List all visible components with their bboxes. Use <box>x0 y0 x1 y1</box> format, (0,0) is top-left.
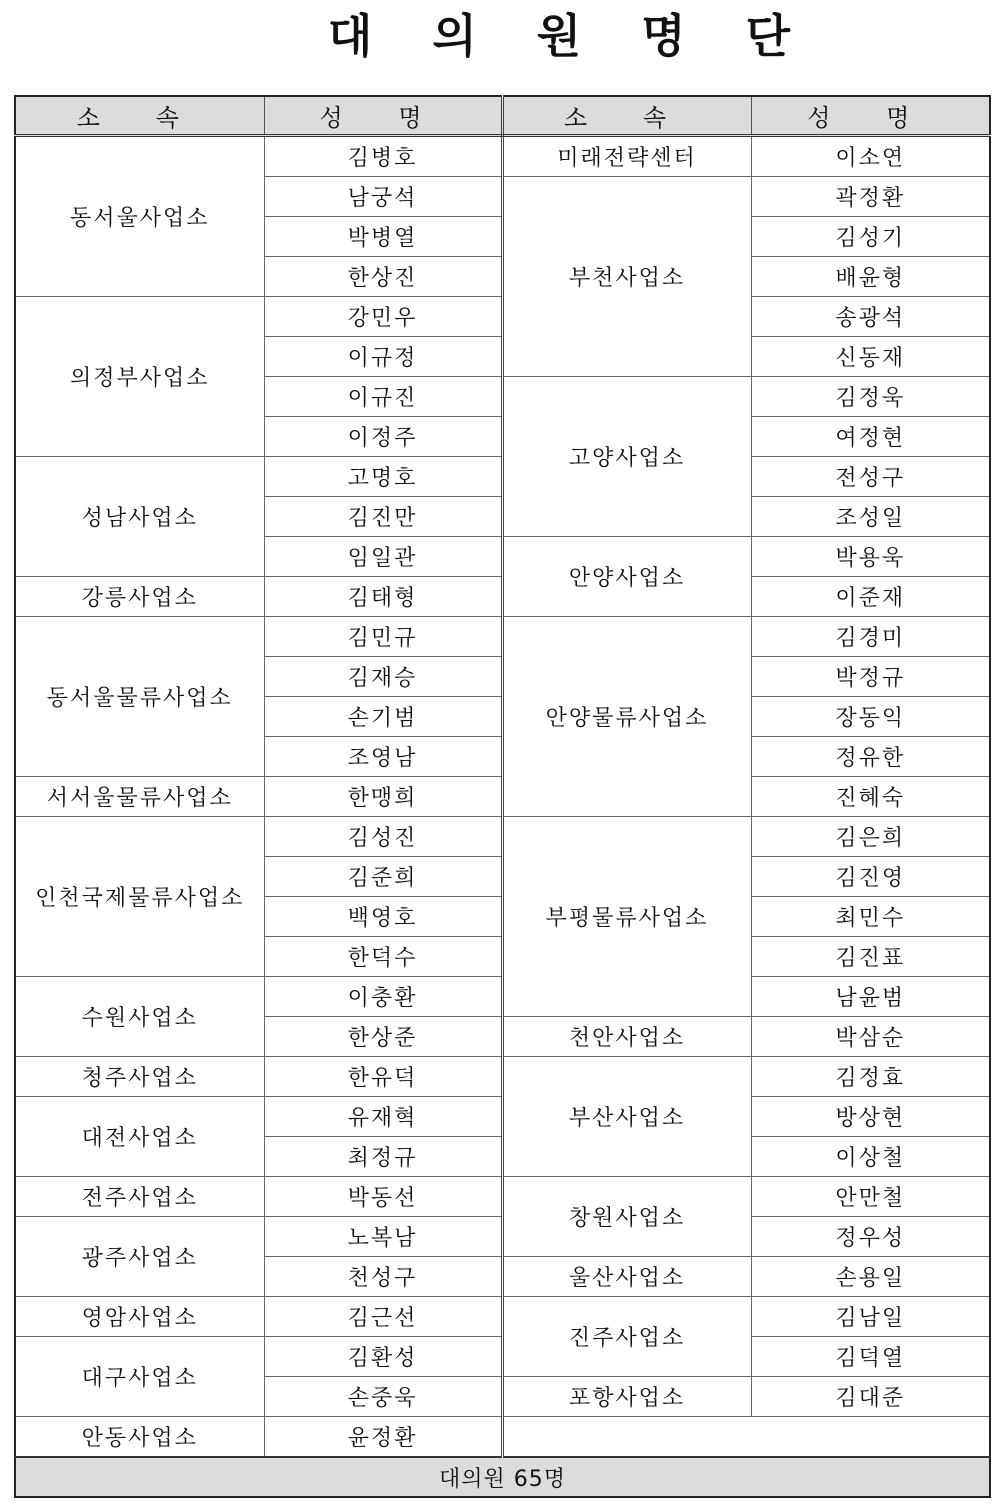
name-cell: 한덕수 <box>264 937 502 977</box>
affiliation-cell: 동서울물류사업소 <box>15 617 264 777</box>
name-cell: 방상현 <box>751 1097 990 1137</box>
affiliation-cell: 부천사업소 <box>502 177 751 377</box>
name-cell: 배윤형 <box>751 257 990 297</box>
name-cell: 백영호 <box>264 897 502 937</box>
name-cell: 김진만 <box>264 497 502 537</box>
name-cell: 한맹희 <box>264 777 502 817</box>
header-name-left: 성 명 <box>264 96 502 136</box>
affiliation-cell: 진주사업소 <box>502 1297 751 1377</box>
name-cell: 박삼순 <box>751 1017 990 1057</box>
name-cell: 송광석 <box>751 297 990 337</box>
name-cell: 안만철 <box>751 1177 990 1217</box>
name-cell: 손중욱 <box>264 1377 502 1417</box>
name-cell: 장동익 <box>751 697 990 737</box>
name-cell: 김은희 <box>751 817 990 857</box>
affiliation-cell: 천안사업소 <box>502 1017 751 1057</box>
name-cell: 김민규 <box>264 617 502 657</box>
name-cell: 곽정환 <box>751 177 990 217</box>
total-count: 대의원 65명 <box>15 1457 990 1497</box>
name-cell: 김남일 <box>751 1297 990 1337</box>
name-cell: 한상준 <box>264 1017 502 1057</box>
affiliation-cell: 안양물류사업소 <box>502 617 751 817</box>
affiliation-cell: 고양사업소 <box>502 377 751 537</box>
name-cell: 김태형 <box>264 577 502 617</box>
name-cell: 유재혁 <box>264 1097 502 1137</box>
affiliation-cell: 전주사업소 <box>15 1177 264 1217</box>
name-cell: 노복남 <box>264 1217 502 1257</box>
total-row <box>15 1457 990 1497</box>
name-cell: 정우성 <box>751 1217 990 1257</box>
affiliation-cell: 수원사업소 <box>15 977 264 1057</box>
name-cell: 김진표 <box>751 937 990 977</box>
name-cell: 진혜숙 <box>751 777 990 817</box>
affiliation-cell: 포항사업소 <box>502 1377 751 1417</box>
table-row <box>15 817 990 857</box>
affiliation-cell: 울산사업소 <box>502 1257 751 1297</box>
name-cell: 전성구 <box>751 457 990 497</box>
name-cell: 임일관 <box>264 537 502 577</box>
name-cell: 남궁석 <box>264 177 502 217</box>
affiliation-cell: 대전사업소 <box>15 1097 264 1177</box>
table-row <box>15 617 990 657</box>
affiliation-cell: 인천국제물류사업소 <box>15 817 264 977</box>
name-cell: 김대준 <box>751 1377 990 1417</box>
name-cell: 김성기 <box>751 217 990 257</box>
affiliation-cell: 청주사업소 <box>15 1057 264 1097</box>
name-cell: 박동선 <box>264 1177 502 1217</box>
table-row <box>15 136 990 177</box>
affiliation-cell: 대구사업소 <box>15 1337 264 1417</box>
name-cell: 이충환 <box>264 977 502 1017</box>
name-cell: 고명호 <box>264 457 502 497</box>
name-cell: 이정주 <box>264 417 502 457</box>
table-row <box>15 1057 990 1097</box>
name-cell: 이규진 <box>264 377 502 417</box>
name-cell: 이규정 <box>264 337 502 377</box>
name-cell: 김근선 <box>264 1297 502 1337</box>
affiliation-cell: 의정부사업소 <box>15 297 264 457</box>
header-affiliation-left: 소 속 <box>15 96 264 136</box>
name-cell: 한상진 <box>264 257 502 297</box>
affiliation-cell: 부평물류사업소 <box>502 817 751 1017</box>
delegate-roster-table <box>14 95 991 1498</box>
name-cell: 정유한 <box>751 737 990 777</box>
name-cell: 조영남 <box>264 737 502 777</box>
page-title: 대 의 원 명 단 <box>327 9 813 63</box>
affiliation-cell: 강릉사업소 <box>15 577 264 617</box>
name-cell: 손용일 <box>751 1257 990 1297</box>
name-cell: 손기범 <box>264 697 502 737</box>
name-cell: 윤정환 <box>264 1417 502 1458</box>
name-cell: 김진영 <box>751 857 990 897</box>
affiliation-cell: 미래전략센터 <box>502 136 751 177</box>
affiliation-cell: 성남사업소 <box>15 457 264 577</box>
table-row <box>15 1417 990 1458</box>
name-cell: 조성일 <box>751 497 990 537</box>
affiliation-cell: 영암사업소 <box>15 1297 264 1337</box>
name-cell: 최정규 <box>264 1137 502 1177</box>
affiliation-cell: 서서울물류사업소 <box>15 777 264 817</box>
name-cell: 김준희 <box>264 857 502 897</box>
name-cell: 이상철 <box>751 1137 990 1177</box>
name-cell: 김덕열 <box>751 1337 990 1377</box>
table-header-row <box>15 96 990 136</box>
name-cell: 천성구 <box>264 1257 502 1297</box>
name-cell: 김병호 <box>264 136 502 177</box>
name-cell: 신동재 <box>751 337 990 377</box>
name-cell: 김경미 <box>751 617 990 657</box>
name-cell: 김재승 <box>264 657 502 697</box>
table-row <box>15 1297 990 1337</box>
name-cell: 김환성 <box>264 1337 502 1377</box>
empty-cell <box>502 1417 990 1458</box>
name-cell: 김정욱 <box>751 377 990 417</box>
affiliation-cell: 창원사업소 <box>502 1177 751 1257</box>
name-cell: 김성진 <box>264 817 502 857</box>
affiliation-cell: 부산사업소 <box>502 1057 751 1177</box>
name-cell: 박병열 <box>264 217 502 257</box>
affiliation-cell: 안양사업소 <box>502 537 751 617</box>
header-name-right: 성 명 <box>751 96 990 136</box>
name-cell: 이준재 <box>751 577 990 617</box>
name-cell: 한유덕 <box>264 1057 502 1097</box>
name-cell: 강민우 <box>264 297 502 337</box>
name-cell: 김정효 <box>751 1057 990 1097</box>
name-cell: 이소연 <box>751 136 990 177</box>
header-affiliation-right: 소 속 <box>502 96 751 136</box>
name-cell: 여정현 <box>751 417 990 457</box>
affiliation-cell: 광주사업소 <box>15 1217 264 1297</box>
name-cell: 남윤범 <box>751 977 990 1017</box>
affiliation-cell: 동서울사업소 <box>15 136 264 297</box>
affiliation-cell: 안동사업소 <box>15 1417 264 1458</box>
name-cell: 최민수 <box>751 897 990 937</box>
name-cell: 박용욱 <box>751 537 990 577</box>
table-row <box>15 1177 990 1217</box>
name-cell: 박정규 <box>751 657 990 697</box>
